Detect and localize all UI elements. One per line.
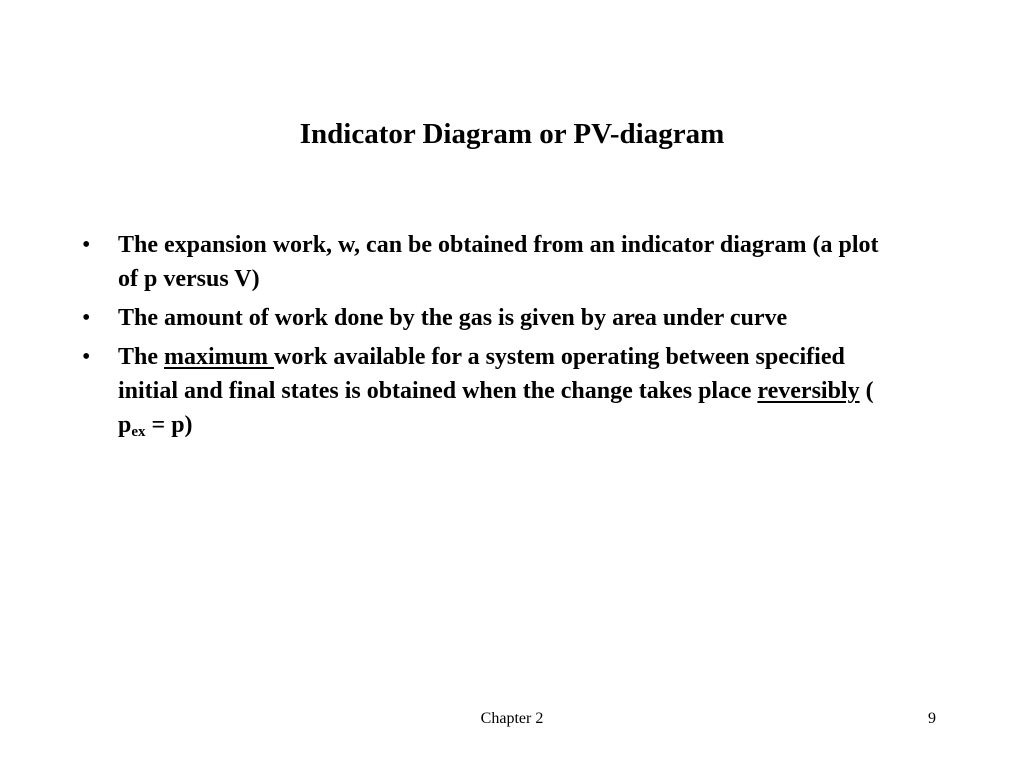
- pressure-expression-open: ( p: [118, 378, 874, 438]
- underlined-reversibly: reversibly: [757, 378, 860, 404]
- bullet-text-start: The: [118, 344, 165, 370]
- bullet-marker: •: [82, 232, 91, 258]
- bullet-marker: •: [82, 344, 91, 370]
- bullet-item-area-under-curve: [80, 301, 880, 335]
- pressure-expression-close: = p): [145, 412, 193, 438]
- footer-page-number: 9: [928, 710, 936, 727]
- bullet-marker: •: [82, 305, 91, 331]
- slide-title: Indicator Diagram or PV-diagram: [299, 118, 725, 150]
- underlined-maximum: maximum: [164, 344, 275, 370]
- bullet-item-expansion-work: [80, 228, 880, 296]
- bullet-text: The expansion work, w, can be obtained from an indicator diagram (a plot of p versus V): [118, 232, 879, 292]
- bullet-list: [80, 228, 880, 454]
- footer-chapter-label: Chapter 2: [480, 710, 544, 727]
- bullet-text-middle: work available for a system operating between specified initial and final states is obtained when the change takes place: [118, 344, 845, 404]
- pressure-subscript-ex: ex: [131, 424, 146, 440]
- bullet-item-maximum-work: [80, 340, 880, 449]
- bullet-text: The amount of work done by the gas is given by area under curve: [118, 305, 788, 331]
